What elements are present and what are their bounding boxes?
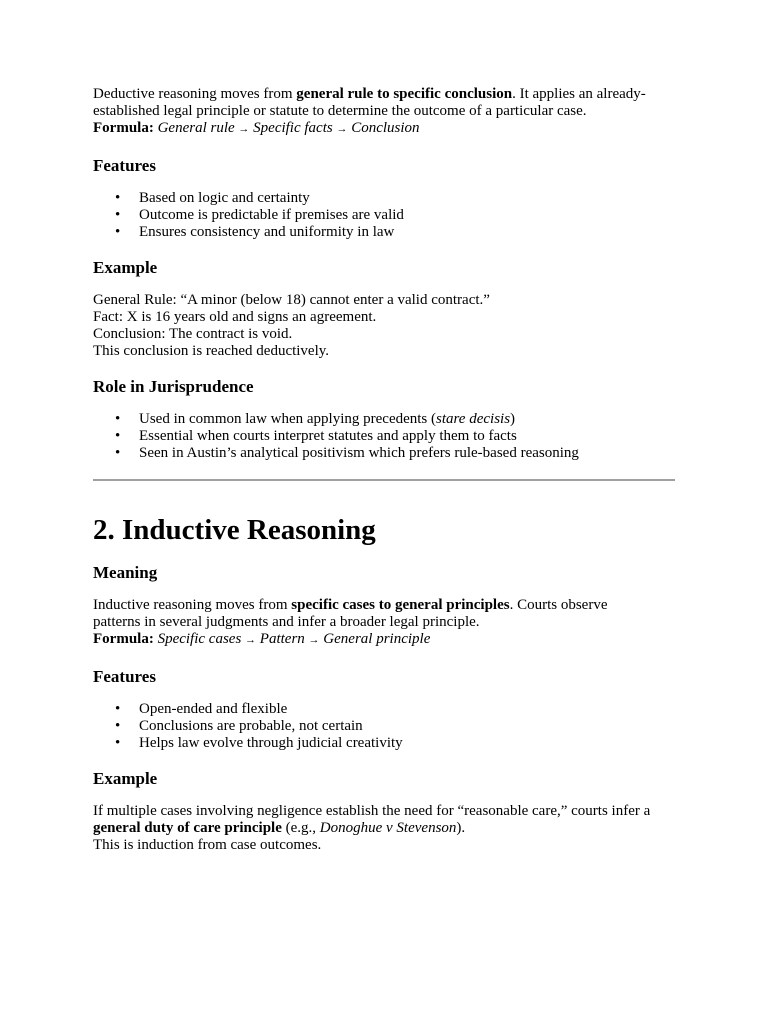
example-heading: Example: [93, 258, 158, 277]
formula-part: Conclusion: [351, 120, 420, 136]
example-line: Conclusion: The contract is void.: [93, 326, 293, 342]
deductive-intro-paragraph: [93, 86, 693, 120]
meaning-text-line2: patterns in several judgments and infer a broader legal principle.: [93, 614, 480, 630]
intro-bold-phrase: general rule to specific conclusion: [296, 86, 513, 102]
formula-part: Pattern: [259, 631, 305, 647]
role-list: [93, 411, 693, 462]
arrow-icon: →: [245, 634, 257, 646]
meaning-heading: Meaning: [93, 563, 158, 582]
list-item-text: ): [510, 411, 516, 427]
features-list: [93, 190, 693, 241]
inductive-formula: [93, 631, 693, 649]
document-page: [93, 86, 693, 854]
example-line: Fact: X is 16 years old and signs an agreement.: [93, 309, 377, 325]
duty-of-care-phrase: general duty of care principle: [93, 820, 282, 836]
example-text: ).: [456, 820, 466, 836]
example-line: This conclusion is reached deductively.: [93, 343, 330, 359]
features-heading: Features: [93, 667, 156, 686]
list-item: • Essential when courts interpret statutes and apply them to facts: [93, 428, 693, 445]
intro-text-line2: established legal principle or statute to determine the outcome of a particular case.: [93, 103, 587, 119]
example-line: This is induction from case outcomes.: [93, 837, 322, 853]
example-heading: Example: [93, 769, 158, 788]
list-item: [93, 411, 693, 428]
meaning-text-post: . Courts observe: [509, 597, 608, 613]
meaning-text-pre: Inductive reasoning moves from: [93, 597, 292, 613]
list-item-text: Used in common law when applying precedents (: [139, 411, 437, 427]
features-list: [93, 701, 693, 752]
case-name: Donoghue v Stevenson: [319, 820, 457, 836]
formula-part: Specific facts: [253, 120, 333, 136]
formula-label: Formula:: [93, 120, 154, 136]
arrow-icon: →: [238, 123, 250, 135]
formula-part: General rule: [157, 120, 235, 136]
intro-text-post: . It applies an already-: [512, 86, 646, 102]
stare-decisis-term: stare decisis: [436, 411, 511, 427]
list-item: • Ensures consistency and uniformity in law: [93, 224, 693, 241]
example-line: If multiple cases involving negligence establish the need for “reasonable care,” courts infer a: [93, 803, 651, 819]
horizontal-divider: [93, 479, 675, 481]
example-line: [93, 820, 693, 837]
deductive-formula: [93, 120, 693, 138]
list-item: • Based on logic and certainty: [93, 190, 693, 207]
list-item: • Conclusions are probable, not certain: [93, 718, 693, 735]
formula-label: Formula:: [93, 631, 154, 647]
list-item: • Helps law evolve through judicial creativity: [93, 735, 693, 752]
section-title: 2. Inductive Reasoning: [93, 514, 376, 546]
example-text: (e.g.,: [281, 820, 320, 836]
list-item: • Open-ended and flexible: [93, 701, 693, 718]
formula-part: General principle: [323, 631, 431, 647]
meaning-bold-phrase: specific cases to general principles: [291, 597, 510, 613]
arrow-icon: →: [336, 123, 348, 135]
list-item: • Seen in Austin’s analytical positivism which prefers rule-based reasoning: [93, 445, 693, 462]
example-line: General Rule: “A minor (below 18) cannot enter a valid contract.”: [93, 292, 490, 308]
role-heading: Role in Jurisprudence: [93, 377, 254, 396]
list-item: • Outcome is predictable if premises are valid: [93, 207, 693, 224]
inductive-meaning-paragraph: [93, 597, 693, 631]
features-heading: Features: [93, 156, 156, 175]
arrow-icon: →: [308, 634, 320, 646]
formula-part: Specific cases: [157, 631, 242, 647]
intro-text-pre: Deductive reasoning moves from: [93, 86, 297, 102]
